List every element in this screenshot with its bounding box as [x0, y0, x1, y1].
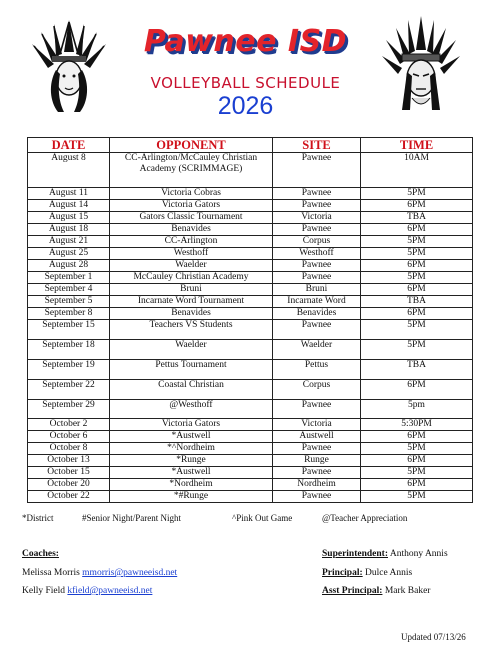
- cell-site: Pettus: [273, 360, 361, 380]
- cell-opponent: CC-Arlington: [110, 236, 273, 248]
- table-row: [28, 491, 473, 503]
- cell-time: 5:30PM: [361, 419, 473, 431]
- cell-site: Pawnee: [273, 188, 361, 200]
- coach-email-link[interactable]: mmorris@pawneeisd.net: [82, 568, 178, 578]
- cell-time: 6PM: [361, 479, 473, 491]
- table-row: [28, 272, 473, 284]
- cell-time: 6PM: [361, 224, 473, 236]
- cell-time: TBA: [361, 296, 473, 308]
- table-row: [28, 467, 473, 479]
- cell-opponent: Waelder: [110, 260, 273, 272]
- cell-date: September 22: [28, 380, 110, 400]
- cell-site: Pawnee: [273, 260, 361, 272]
- cell-opponent: *Austwell: [110, 467, 273, 479]
- column-header-date: DATE: [28, 138, 110, 153]
- cell-date: September 4: [28, 284, 110, 296]
- cell-date: October 22: [28, 491, 110, 503]
- season-year: 2026: [217, 92, 274, 120]
- cell-opponent: *Nordheim: [110, 479, 273, 491]
- cell-time: 6PM: [361, 308, 473, 320]
- cell-time: 5PM: [361, 320, 473, 340]
- table-row: [28, 320, 473, 340]
- cell-date: August 28: [28, 260, 110, 272]
- table-row: [28, 431, 473, 443]
- coaches-heading: Coaches:: [22, 549, 59, 559]
- cell-site: Pawnee: [273, 200, 361, 212]
- cell-date: August 15: [28, 212, 110, 224]
- cell-opponent: Victoria Cobras: [110, 188, 273, 200]
- cell-opponent: *Runge: [110, 455, 273, 467]
- schedule-table: [27, 137, 473, 503]
- cell-site: Pawnee: [273, 443, 361, 455]
- cell-date: August 21: [28, 236, 110, 248]
- cell-time: 10AM: [361, 153, 473, 188]
- table-row: [28, 455, 473, 467]
- cell-site: Victoria: [273, 419, 361, 431]
- coach-email-link[interactable]: kfield@pawneeisd.net: [67, 586, 153, 596]
- cell-opponent: Benavides: [110, 308, 273, 320]
- coach-melissa-morris: [22, 568, 177, 578]
- cell-time: 5PM: [361, 188, 473, 200]
- headdress-woman-logo-icon: [28, 14, 110, 114]
- table-row: [28, 479, 473, 491]
- legend-senior-night: #Senior Night/Parent Night: [82, 513, 181, 523]
- table-row: [28, 443, 473, 455]
- cell-opponent: Teachers VS Students: [110, 320, 273, 340]
- cell-date: August 11: [28, 188, 110, 200]
- cell-time: 5PM: [361, 443, 473, 455]
- cell-site: Pawnee: [273, 153, 361, 188]
- column-header-site: SITE: [273, 138, 361, 153]
- cell-opponent: Pettus Tournament: [110, 360, 273, 380]
- legend-pink-out: ^Pink Out Game: [232, 513, 293, 523]
- principal: Principal: Dulce Annis: [322, 568, 413, 578]
- cell-opponent: CC-Arlington/McCauley Christian Academy (SCRIMMAGE): [110, 153, 273, 188]
- cell-date: September 18: [28, 340, 110, 360]
- table-header-row: [28, 138, 473, 153]
- cell-time: 6PM: [361, 380, 473, 400]
- cell-time: TBA: [361, 212, 473, 224]
- cell-date: October 15: [28, 467, 110, 479]
- cell-time: 6PM: [361, 260, 473, 272]
- table-row: [28, 188, 473, 200]
- cell-date: October 20: [28, 479, 110, 491]
- schedule-subtitle: VOLLEYBALL SCHEDULE: [150, 74, 341, 92]
- column-header-time: TIME: [361, 138, 473, 153]
- table-row: [28, 236, 473, 248]
- assistant-principal: Asst Principal: Mark Baker: [322, 586, 431, 596]
- cell-site: Westhoff: [273, 248, 361, 260]
- table-row: [28, 296, 473, 308]
- coach-name: Kelly Field: [22, 586, 66, 596]
- cell-opponent: Benavides: [110, 224, 273, 236]
- cell-time: 5PM: [361, 248, 473, 260]
- table-row: [28, 200, 473, 212]
- cell-time: 5pm: [361, 400, 473, 419]
- cell-site: Pawnee: [273, 224, 361, 236]
- cell-time: TBA: [361, 360, 473, 380]
- cell-opponent: *#Runge: [110, 491, 273, 503]
- cell-opponent: Incarnate Word Tournament: [110, 296, 273, 308]
- cell-site: Incarnate Word: [273, 296, 361, 308]
- cell-date: September 29: [28, 400, 110, 419]
- cell-opponent: @Westhoff: [110, 400, 273, 419]
- cell-date: August 8: [28, 153, 110, 188]
- table-row: [28, 284, 473, 296]
- headdress-chief-logo-icon: [380, 14, 462, 114]
- page-title: Pawnee ISD: [143, 24, 348, 59]
- cell-date: September 1: [28, 272, 110, 284]
- cell-opponent: Victoria Gators: [110, 200, 273, 212]
- cell-date: October 8: [28, 443, 110, 455]
- cell-date: September 8: [28, 308, 110, 320]
- cell-opponent: McCauley Christian Academy: [110, 272, 273, 284]
- cell-site: Austwell: [273, 431, 361, 443]
- cell-time: 6PM: [361, 284, 473, 296]
- table-row: [28, 153, 473, 188]
- cell-time: 6PM: [361, 431, 473, 443]
- cell-site: Pawnee: [273, 400, 361, 419]
- table-row: [28, 248, 473, 260]
- cell-date: August 25: [28, 248, 110, 260]
- table-row: [28, 419, 473, 431]
- updated-date: Updated 07/13/26: [401, 632, 466, 642]
- table-row: [28, 400, 473, 419]
- cell-date: August 18: [28, 224, 110, 236]
- table-row: [28, 360, 473, 380]
- cell-site: Nordheim: [273, 479, 361, 491]
- cell-time: 5PM: [361, 236, 473, 248]
- legend-district: *District: [22, 513, 54, 523]
- cell-site: Bruni: [273, 284, 361, 296]
- cell-opponent: Bruni: [110, 284, 273, 296]
- cell-time: 6PM: [361, 455, 473, 467]
- cell-site: Corpus: [273, 236, 361, 248]
- cell-time: 5PM: [361, 272, 473, 284]
- cell-site: Runge: [273, 455, 361, 467]
- cell-site: Victoria: [273, 212, 361, 224]
- cell-site: Corpus: [273, 380, 361, 400]
- cell-date: October 2: [28, 419, 110, 431]
- cell-opponent: Gators Classic Tournament: [110, 212, 273, 224]
- cell-opponent: Coastal Christian: [110, 380, 273, 400]
- cell-opponent: Westhoff: [110, 248, 273, 260]
- cell-opponent: Waelder: [110, 340, 273, 360]
- cell-time: 6PM: [361, 200, 473, 212]
- cell-opponent: *^Nordheim: [110, 443, 273, 455]
- cell-site: Waelder: [273, 340, 361, 360]
- table-row: [28, 260, 473, 272]
- legend-teacher-appreciation: @Teacher Appreciation: [322, 513, 408, 523]
- cell-time: 5PM: [361, 467, 473, 479]
- cell-site: Pawnee: [273, 467, 361, 479]
- cell-time: 5PM: [361, 340, 473, 360]
- cell-date: August 14: [28, 200, 110, 212]
- coach-name: Melissa Morris: [22, 568, 80, 578]
- coach-kelly-field: [22, 586, 152, 596]
- cell-opponent: Victoria Gators: [110, 419, 273, 431]
- cell-site: Benavides: [273, 308, 361, 320]
- cell-date: October 13: [28, 455, 110, 467]
- table-row: [28, 340, 473, 360]
- cell-date: September 5: [28, 296, 110, 308]
- cell-date: October 6: [28, 431, 110, 443]
- cell-site: Pawnee: [273, 272, 361, 284]
- schedule-body: [28, 153, 473, 503]
- table-row: [28, 224, 473, 236]
- table-row: [28, 308, 473, 320]
- cell-date: September 19: [28, 360, 110, 380]
- cell-opponent: *Austwell: [110, 431, 273, 443]
- table-row: [28, 380, 473, 400]
- table-row: [28, 212, 473, 224]
- superintendent: Superintendent: Anthony Annis: [322, 549, 448, 559]
- cell-time: 5PM: [361, 491, 473, 503]
- cell-date: September 15: [28, 320, 110, 340]
- column-header-opponent: OPPONENT: [110, 138, 273, 153]
- cell-site: Pawnee: [273, 491, 361, 503]
- cell-site: Pawnee: [273, 320, 361, 340]
